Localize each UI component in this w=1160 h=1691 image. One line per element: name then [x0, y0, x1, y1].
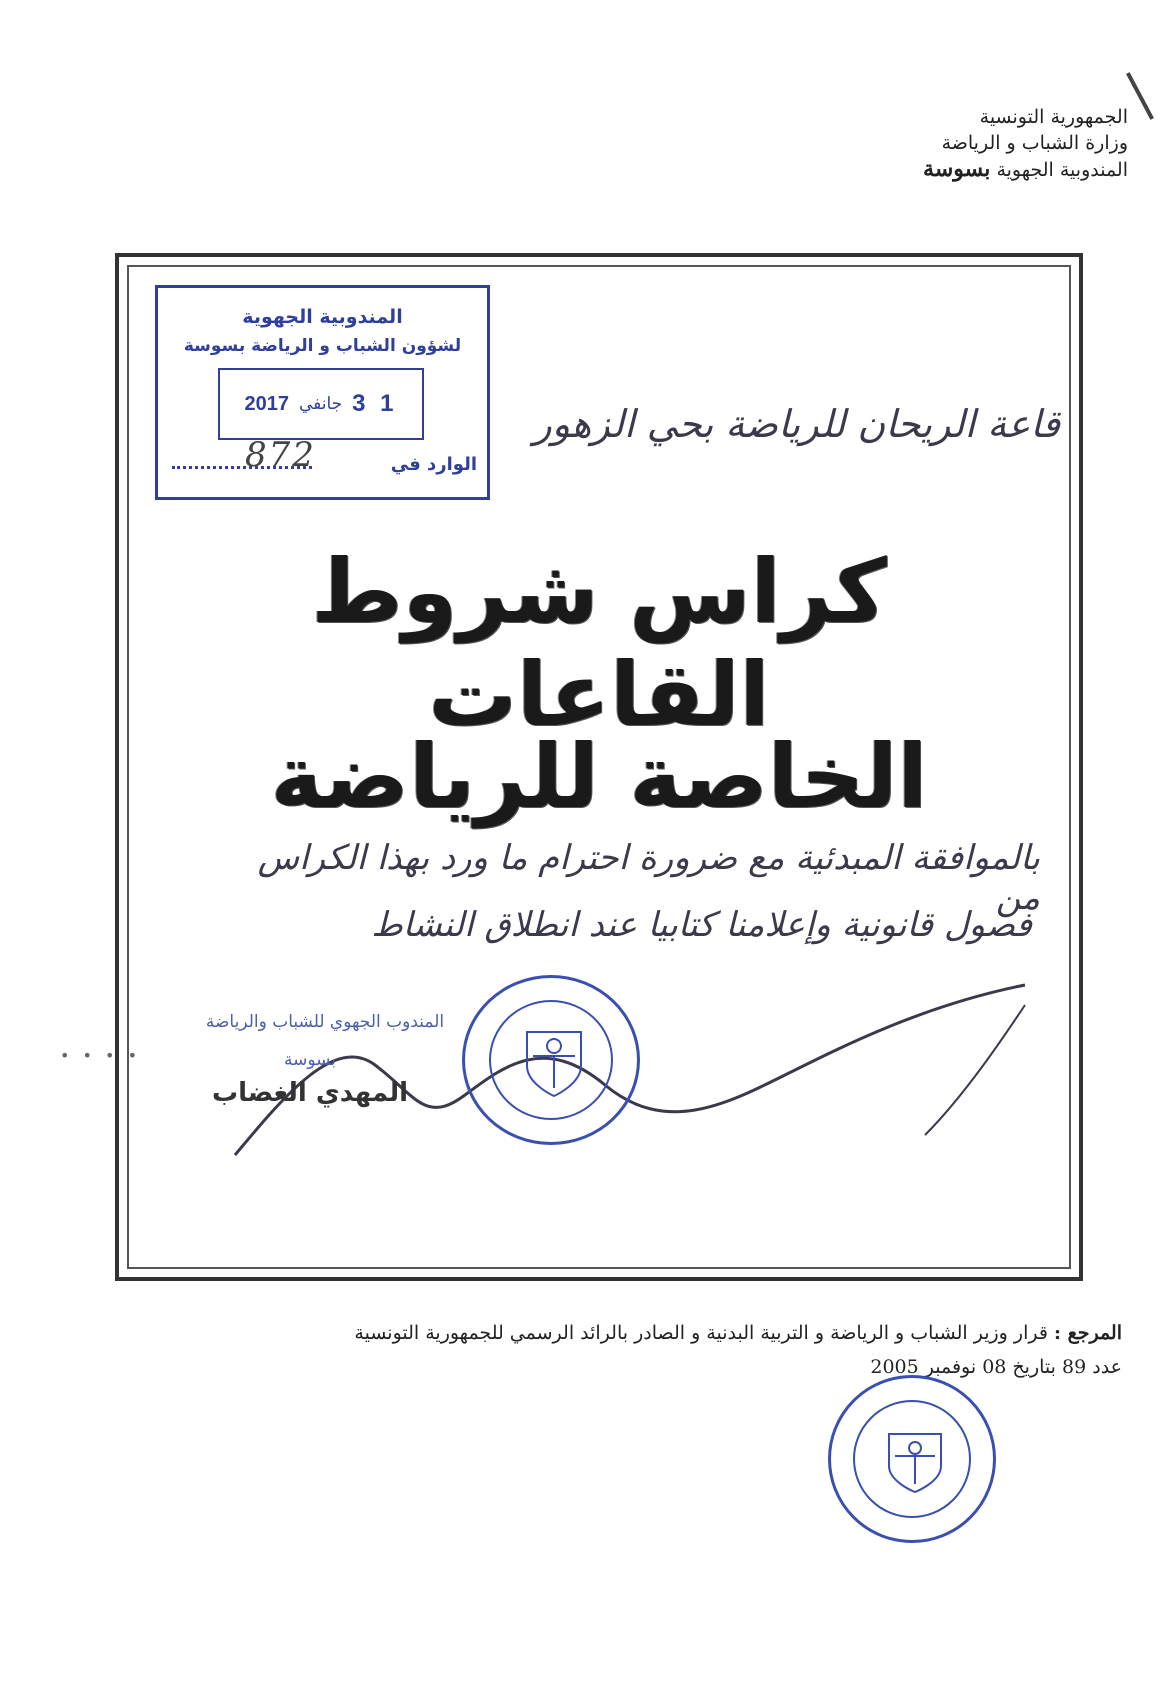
handwritten-approval-line-2: فصول قانونية وإعلامنا كتابيا عند انطلاق النشاط [371, 905, 1032, 945]
stamp-year: 2017 [244, 392, 289, 415]
official-seal [462, 975, 640, 1145]
delegation-city: بسوسة [923, 156, 991, 182]
receipt-number: 872 [245, 435, 316, 475]
corner-mark [1126, 72, 1154, 120]
ministry-name: وزارة الشباب و الرياضة [941, 132, 1128, 154]
delegation-line [708, 156, 1128, 183]
delegation-seal [828, 1375, 996, 1543]
stamp-date [220, 370, 422, 438]
reference-line-2: عدد 89 بتاريخ 08 نوفمبر 2005 [870, 1356, 1122, 1378]
reference-label: المرجع : [1053, 1322, 1122, 1344]
stamp-line-2: لشؤون الشباب و الرياضة بسوسة [183, 336, 462, 356]
stamp-line-1: المندوبية الجهوية [242, 306, 403, 328]
legal-reference [182, 1316, 1122, 1384]
handwritten-approval-line-1: بالموافقة المبدئية مع ضرورة احترام ما ورد بهذا الكراس من [257, 838, 1040, 918]
scan-marks: • • • • [60, 1046, 142, 1065]
coat-of-arms-icon [519, 1026, 589, 1100]
reference-text: قرار وزير الشباب و الرياضة و التربية البدنية و الصادر بالرائد الرسمي للجمهورية التونسية [354, 1322, 1048, 1344]
stamp-month: جانفي [298, 394, 343, 413]
signatory-title: المندوب الجهوي للشباب والرياضة [205, 1012, 445, 1032]
stamp-date-box [218, 368, 424, 440]
delegation-name: المندوبية الجهوية [996, 159, 1128, 181]
handwritten-hall-name: قاعة الريحان للرياضة بحي الزهور [533, 402, 1060, 446]
reference-line-1 [182, 1316, 1122, 1350]
stamp-day: 3 1 [352, 390, 398, 417]
receipt-stamp [155, 285, 490, 500]
coat-of-arms-icon [883, 1428, 947, 1496]
title-line-2: الخاصة للرياضة [270, 725, 928, 828]
letterhead [708, 104, 1128, 183]
signatory-city: بسوسة [283, 1050, 337, 1070]
signatory-name: المهدي الغضاب [211, 1078, 409, 1108]
country-name: الجمهورية التونسية [979, 106, 1128, 128]
stamp-received-label: الوارد في [390, 454, 477, 475]
title-line-1: كراس شروط القاعات [311, 540, 887, 746]
